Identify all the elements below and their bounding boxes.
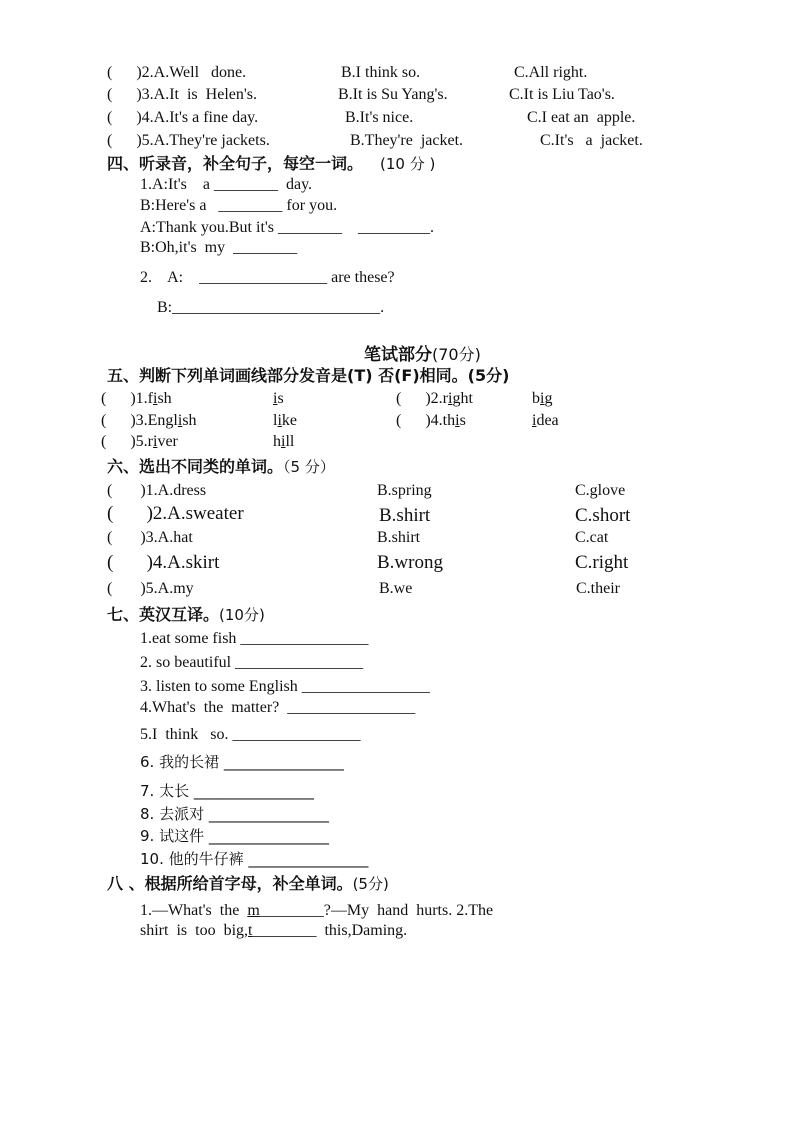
phonics-1-word: ( )1.fish: [101, 390, 172, 407]
odd-one-1-a: ( )1.A.dress: [107, 482, 207, 499]
translate-item-2: 2. so beautiful ________________: [140, 654, 364, 671]
phonics-3-word: ( )3.English: [101, 412, 197, 429]
translate-item-8: 8. 去派对 ________________: [140, 805, 329, 823]
odd-one-3-c: C.cat: [575, 529, 609, 546]
section-5-heading: 五、判断下列单词画线部分发音是(T) 否(F)相同。(5分): [107, 366, 510, 385]
odd-one-5-a: ( )5.A.my: [107, 580, 194, 597]
odd-one-1-b: B.spring: [377, 482, 432, 499]
listening-line-2: B:Here's a ________ for you.: [140, 197, 338, 214]
initial-letter-line-1: 1.—What's the m________?—My hand hurts. 2.The: [140, 902, 494, 919]
translate-item-3: 3. listen to some English ________________: [140, 678, 430, 695]
q3-option-a: ( )3.A.It is Helen's.: [107, 86, 257, 103]
section-7-score: (10分): [219, 606, 265, 624]
phonics-3-compare: like: [273, 412, 298, 429]
q5-option-c: C.It's a jacket.: [540, 132, 643, 149]
odd-one-5-b: B.we: [379, 580, 413, 597]
q4-option-a: ( )4.A.It's a fine day.: [107, 109, 259, 126]
listening-line-3: A:Thank you.But it's ________ _________.: [140, 219, 434, 236]
section-6-heading-line: [107, 458, 335, 477]
listening-line-1: 1.A:It's a ________ day.: [140, 176, 313, 193]
odd-one-4-a: ( )4.A.skirt: [107, 552, 220, 573]
odd-one-1-c: C.glove: [575, 482, 626, 499]
odd-one-3-a: ( )3.A.hat: [107, 529, 193, 546]
listening-line-4: B:Oh,it's my ________: [140, 239, 298, 256]
q3-option-c: C.It is Liu Tao's.: [509, 86, 615, 103]
translate-item-5: 5.I think so. ________________: [140, 726, 361, 743]
translate-item-7: 7. 太长 ________________: [140, 782, 314, 800]
q4-option-b: B.It's nice.: [345, 109, 414, 126]
section-7-heading-line: [107, 606, 265, 625]
odd-one-2-a: ( )2.A.sweater: [107, 503, 244, 524]
q2-option-a: ( )2.A.Well done.: [107, 64, 247, 81]
phonics-1-compare: is: [273, 390, 284, 407]
section-8-score: (5分): [352, 875, 389, 893]
phonics-5-word: ( )5.river: [101, 433, 178, 450]
listening-line-5: 2. A: ________________ are these?: [140, 269, 395, 286]
written-title-score: (70分): [432, 345, 481, 365]
written-part-title: [356, 328, 481, 366]
section-6-heading: 六、选出不同类的单词。: [107, 457, 284, 476]
translate-item-1: 1.eat some fish ________________: [140, 630, 369, 647]
written-title-text: 笔试部分: [364, 345, 432, 366]
q4-option-c: C.I eat an apple.: [527, 109, 636, 126]
q3-option-b: B.It is Su Yang's.: [338, 86, 448, 103]
translate-item-6: 6. 我的长裙 ________________: [140, 753, 344, 771]
section-8-heading: 八 、根据所给首字母，补全单词。: [107, 874, 353, 893]
phonics-2-compare: big: [532, 390, 553, 407]
odd-one-2-b: B.shirt: [379, 505, 431, 526]
phonics-4-compare: idea: [532, 412, 559, 429]
section-4-heading: 四、听录音，补全句子，每空一词。: [107, 154, 364, 173]
odd-one-2-c: C.short: [575, 505, 631, 526]
phonics-2-word: ( )2.right: [396, 390, 473, 407]
phonics-5-compare: hill: [273, 433, 295, 450]
section-4-score: (10 分 ): [380, 155, 436, 173]
translate-item-4: 4.What's the matter? ________________: [140, 699, 416, 716]
odd-one-4-c: C.right: [575, 552, 629, 573]
q2-option-b: B.I think so.: [341, 64, 421, 81]
listening-line-6: B:__________________________.: [157, 299, 385, 316]
odd-one-3-b: B.shirt: [377, 529, 421, 546]
translate-item-9: 9. 试这件 ________________: [140, 827, 329, 845]
phonics-4-word: ( )4.this: [396, 412, 466, 429]
q5-option-a: ( )5.A.They're jackets.: [107, 132, 270, 149]
section-7-heading: 七、英汉互译。: [107, 605, 220, 624]
q2-option-c: C.All right.: [514, 64, 588, 81]
odd-one-4-b: B.wrong: [377, 552, 443, 573]
section-8-heading-line: [107, 875, 389, 894]
translate-item-10: 10. 他的牛仔裤 ________________: [140, 850, 369, 868]
odd-one-5-c: C.their: [576, 580, 620, 597]
section-6-score: （5 分）: [283, 458, 335, 476]
q5-option-b: B.They're jacket.: [350, 132, 464, 149]
initial-letter-line-2: shirt is too big,t________ this,Daming.: [140, 922, 408, 939]
